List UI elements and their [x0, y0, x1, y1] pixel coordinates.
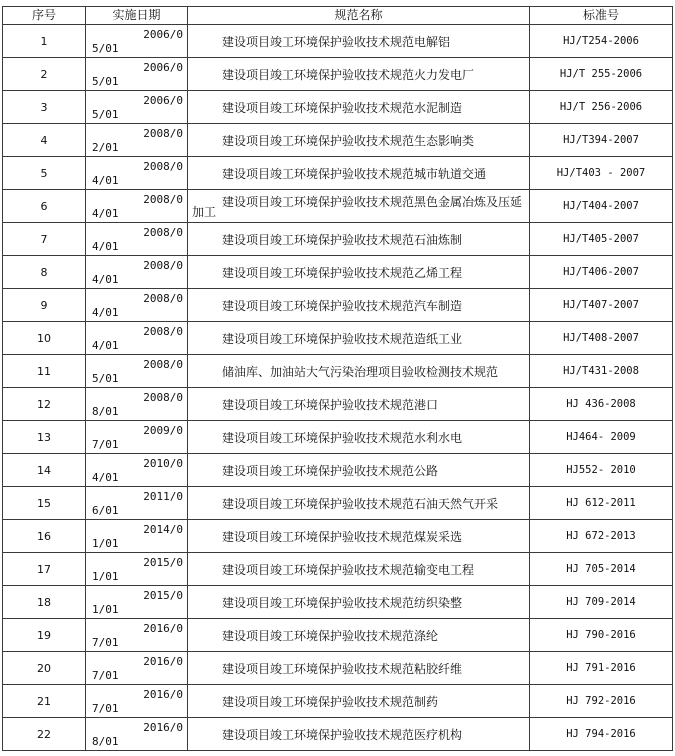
row-standard-code: HJ 794-2016 [530, 718, 673, 751]
table-row [3, 322, 673, 355]
row-date [86, 289, 188, 322]
row-date-line1: 2006/0 [143, 94, 183, 107]
table-row [3, 487, 673, 520]
table-row [3, 718, 673, 751]
table-row [3, 256, 673, 289]
row-date-line1: 2015/0 [143, 589, 183, 602]
row-date-line2: 5/01 [92, 75, 119, 88]
row-date [86, 124, 188, 157]
row-date-line2: 8/01 [92, 735, 119, 748]
header-code: 标准号 [530, 7, 673, 25]
row-date-line2: 8/01 [92, 405, 119, 418]
row-date [86, 520, 188, 553]
row-standard-name-text: 建设项目竣工环境保护验收技术规范煤炭采选 [222, 529, 463, 544]
row-standard-name [188, 91, 530, 124]
row-seq: 4 [3, 124, 86, 157]
row-seq: 2 [3, 58, 86, 91]
row-date [86, 223, 188, 256]
row-date [86, 652, 188, 685]
row-standard-name-text: 建设项目竣工环境保护验收技术规范纺织染整 [222, 595, 463, 610]
row-date [86, 256, 188, 289]
row-date [86, 454, 188, 487]
row-standard-name-text: 储油库、加油站大气污染治理项目验收检测技术规范 [222, 364, 499, 379]
row-date-line1: 2008/0 [143, 391, 183, 404]
row-seq: 17 [3, 553, 86, 586]
row-date-line2: 1/01 [92, 570, 119, 583]
row-date-line1: 2006/0 [143, 61, 183, 74]
row-standard-name-text: 建设项目竣工环境保护验收技术规范汽车制造 [222, 298, 463, 313]
row-standard-code: HJ 790-2016 [530, 619, 673, 652]
row-standard-code: HJ 709-2014 [530, 586, 673, 619]
row-standard-name-text: 建设项目竣工环境保护验收技术规范粘胶纤维 [222, 661, 463, 676]
row-standard-name [188, 223, 530, 256]
row-standard-code: HJ 436-2008 [530, 388, 673, 421]
row-standard-code: HJ/T 255-2006 [530, 58, 673, 91]
row-date-line1: 2008/0 [143, 226, 183, 239]
row-date [86, 388, 188, 421]
table-row [3, 25, 673, 58]
row-date [86, 355, 188, 388]
row-standard-name [188, 421, 530, 454]
row-standard-code: HJ 792-2016 [530, 685, 673, 718]
row-standard-name-text: 建设项目竣工环境保护验收技术规范造纸工业 [222, 331, 463, 346]
row-date-line2: 4/01 [92, 207, 119, 220]
standards-table [2, 6, 673, 751]
row-seq: 13 [3, 421, 86, 454]
table-row [3, 91, 673, 124]
row-date-line2: 7/01 [92, 438, 119, 451]
table-row [3, 190, 673, 223]
row-date [86, 487, 188, 520]
row-standard-name-text: 建设项目竣工环境保护验收技术规范涤纶 [222, 628, 439, 643]
row-seq: 19 [3, 619, 86, 652]
row-standard-name [188, 553, 530, 586]
row-standard-code: HJ552- 2010 [530, 454, 673, 487]
row-standard-name [188, 25, 530, 58]
row-standard-code: HJ/T404-2007 [530, 190, 673, 223]
table-row [3, 553, 673, 586]
row-standard-name [188, 685, 530, 718]
row-standard-code: HJ 672-2013 [530, 520, 673, 553]
row-date [86, 586, 188, 619]
row-standard-name [188, 652, 530, 685]
row-date [86, 25, 188, 58]
row-seq: 15 [3, 487, 86, 520]
row-date-line2: 4/01 [92, 273, 119, 286]
row-standard-name [188, 520, 530, 553]
row-date-line1: 2008/0 [143, 160, 183, 173]
row-date [86, 157, 188, 190]
row-date [86, 322, 188, 355]
row-date [86, 718, 188, 751]
row-standard-name [188, 487, 530, 520]
row-seq: 7 [3, 223, 86, 256]
table-row [3, 619, 673, 652]
row-standard-code: HJ/T394-2007 [530, 124, 673, 157]
row-seq: 20 [3, 652, 86, 685]
row-date-line2: 7/01 [92, 702, 119, 715]
row-date-line2: 5/01 [92, 372, 119, 385]
row-standard-name-text: 建设项目竣工环境保护验收技术规范公路 [222, 463, 439, 478]
row-date-line1: 2015/0 [143, 556, 183, 569]
table-row [3, 685, 673, 718]
row-date [86, 553, 188, 586]
row-seq: 5 [3, 157, 86, 190]
row-standard-code: HJ 791-2016 [530, 652, 673, 685]
row-standard-name [188, 619, 530, 652]
row-standard-code: HJ/T406-2007 [530, 256, 673, 289]
row-standard-name-continued: 加工 [192, 205, 217, 219]
row-date-line2: 2/01 [92, 141, 119, 154]
row-standard-name [188, 355, 530, 388]
row-standard-name-text: 建设项目竣工环境保护验收技术规范港口 [222, 397, 439, 412]
row-seq: 10 [3, 322, 86, 355]
row-date-line1: 2016/0 [143, 655, 183, 668]
row-date-line2: 1/01 [92, 603, 119, 616]
row-standard-name-text: 建设项目竣工环境保护验收技术规范医疗机构 [222, 727, 463, 742]
row-standard-code: HJ/T 256-2006 [530, 91, 673, 124]
row-date-line2: 4/01 [92, 471, 119, 484]
row-standard-name [188, 58, 530, 91]
row-standard-name [188, 289, 530, 322]
row-standard-code: HJ/T254-2006 [530, 25, 673, 58]
row-seq: 6 [3, 190, 86, 223]
row-seq: 16 [3, 520, 86, 553]
table-row [3, 652, 673, 685]
table-row [3, 124, 673, 157]
row-standard-code: HJ/T408-2007 [530, 322, 673, 355]
row-seq: 21 [3, 685, 86, 718]
row-standard-code: HJ 705-2014 [530, 553, 673, 586]
row-seq: 14 [3, 454, 86, 487]
standards-table-container [2, 6, 672, 751]
row-seq: 8 [3, 256, 86, 289]
row-standard-name-text: 建设项目竣工环境保护验收技术规范电解铝 [222, 34, 451, 49]
header-seq: 序号 [3, 7, 86, 25]
row-date-line1: 2009/0 [143, 424, 183, 437]
table-row [3, 223, 673, 256]
row-date-line1: 2016/0 [143, 688, 183, 701]
row-date-line2: 5/01 [92, 42, 119, 55]
row-standard-name [188, 718, 530, 751]
row-standard-name-text: 建设项目竣工环境保护验收技术规范水利水电 [222, 430, 463, 445]
row-standard-name [188, 322, 530, 355]
row-date-line1: 2016/0 [143, 622, 183, 635]
row-date [86, 91, 188, 124]
row-date-line2: 7/01 [92, 636, 119, 649]
row-standard-name [188, 256, 530, 289]
row-date-line1: 2011/0 [143, 490, 183, 503]
row-date-line1: 2008/0 [143, 259, 183, 272]
row-standard-name [188, 157, 530, 190]
row-date-line2: 4/01 [92, 306, 119, 319]
row-date-line2: 7/01 [92, 669, 119, 682]
row-date [86, 421, 188, 454]
row-standard-name-text: 建设项目竣工环境保护验收技术规范制药 [222, 694, 439, 709]
row-standard-code: HJ/T403 - 2007 [530, 157, 673, 190]
row-seq: 1 [3, 25, 86, 58]
row-standard-name-text: 建设项目竣工环境保护验收技术规范城市轨道交通 [222, 166, 487, 181]
row-seq: 11 [3, 355, 86, 388]
row-date-line1: 2016/0 [143, 721, 183, 734]
row-standard-name-text: 建设项目竣工环境保护验收技术规范水泥制造 [222, 100, 463, 115]
table-row [3, 520, 673, 553]
row-date-line1: 2008/0 [143, 358, 183, 371]
table-row [3, 58, 673, 91]
row-standard-name [188, 388, 530, 421]
row-date-line2: 4/01 [92, 339, 119, 352]
row-date-line2: 4/01 [92, 240, 119, 253]
row-date-line1: 2008/0 [143, 292, 183, 305]
row-date [86, 619, 188, 652]
row-date-line2: 1/01 [92, 537, 119, 550]
row-date-line2: 4/01 [92, 174, 119, 187]
header-name: 规范名称 [188, 7, 530, 25]
row-standard-code: HJ/T407-2007 [530, 289, 673, 322]
row-standard-name-text: 建设项目竣工环境保护验收技术规范石油炼制 [222, 232, 463, 247]
row-date-line1: 2014/0 [143, 523, 183, 536]
row-date-line1: 2008/0 [143, 127, 183, 140]
row-seq: 22 [3, 718, 86, 751]
table-row [3, 454, 673, 487]
row-standard-name [188, 124, 530, 157]
row-standard-name-text: 建设项目竣工环境保护验收技术规范乙烯工程 [222, 265, 463, 280]
table-row [3, 586, 673, 619]
row-seq: 12 [3, 388, 86, 421]
row-standard-code: HJ/T405-2007 [530, 223, 673, 256]
row-date [86, 58, 188, 91]
row-standard-name-text: 建设项目竣工环境保护验收技术规范输变电工程 [222, 562, 475, 577]
table-row [3, 157, 673, 190]
row-seq: 3 [3, 91, 86, 124]
row-seq: 18 [3, 586, 86, 619]
header-date: 实施日期 [86, 7, 188, 25]
row-date-line1: 2008/0 [143, 325, 183, 338]
table-row [3, 388, 673, 421]
row-standard-name [188, 190, 530, 223]
row-date [86, 685, 188, 718]
row-seq: 9 [3, 289, 86, 322]
row-standard-code: HJ464- 2009 [530, 421, 673, 454]
row-date [86, 190, 188, 223]
row-standard-name-text: 建设项目竣工环境保护验收技术规范黑色金属冶炼及压延 [222, 194, 523, 209]
row-date-line1: 2006/0 [143, 28, 183, 41]
row-standard-name-text: 建设项目竣工环境保护验收技术规范火力发电厂 [222, 67, 475, 82]
row-standard-code: HJ 612-2011 [530, 487, 673, 520]
row-date-line2: 6/01 [92, 504, 119, 517]
row-date-line2: 5/01 [92, 108, 119, 121]
table-row [3, 289, 673, 322]
row-standard-name [188, 586, 530, 619]
table-body [3, 25, 673, 751]
table-row [3, 355, 673, 388]
row-date-line1: 2008/0 [143, 193, 183, 206]
row-standard-name [188, 454, 530, 487]
row-standard-name-text: 建设项目竣工环境保护验收技术规范石油天然气开采 [222, 496, 499, 511]
table-header-row [3, 7, 673, 25]
table-row [3, 421, 673, 454]
row-standard-name-text: 建设项目竣工环境保护验收技术规范生态影响类 [222, 133, 475, 148]
row-standard-code: HJ/T431-2008 [530, 355, 673, 388]
row-date-line1: 2010/0 [143, 457, 183, 470]
